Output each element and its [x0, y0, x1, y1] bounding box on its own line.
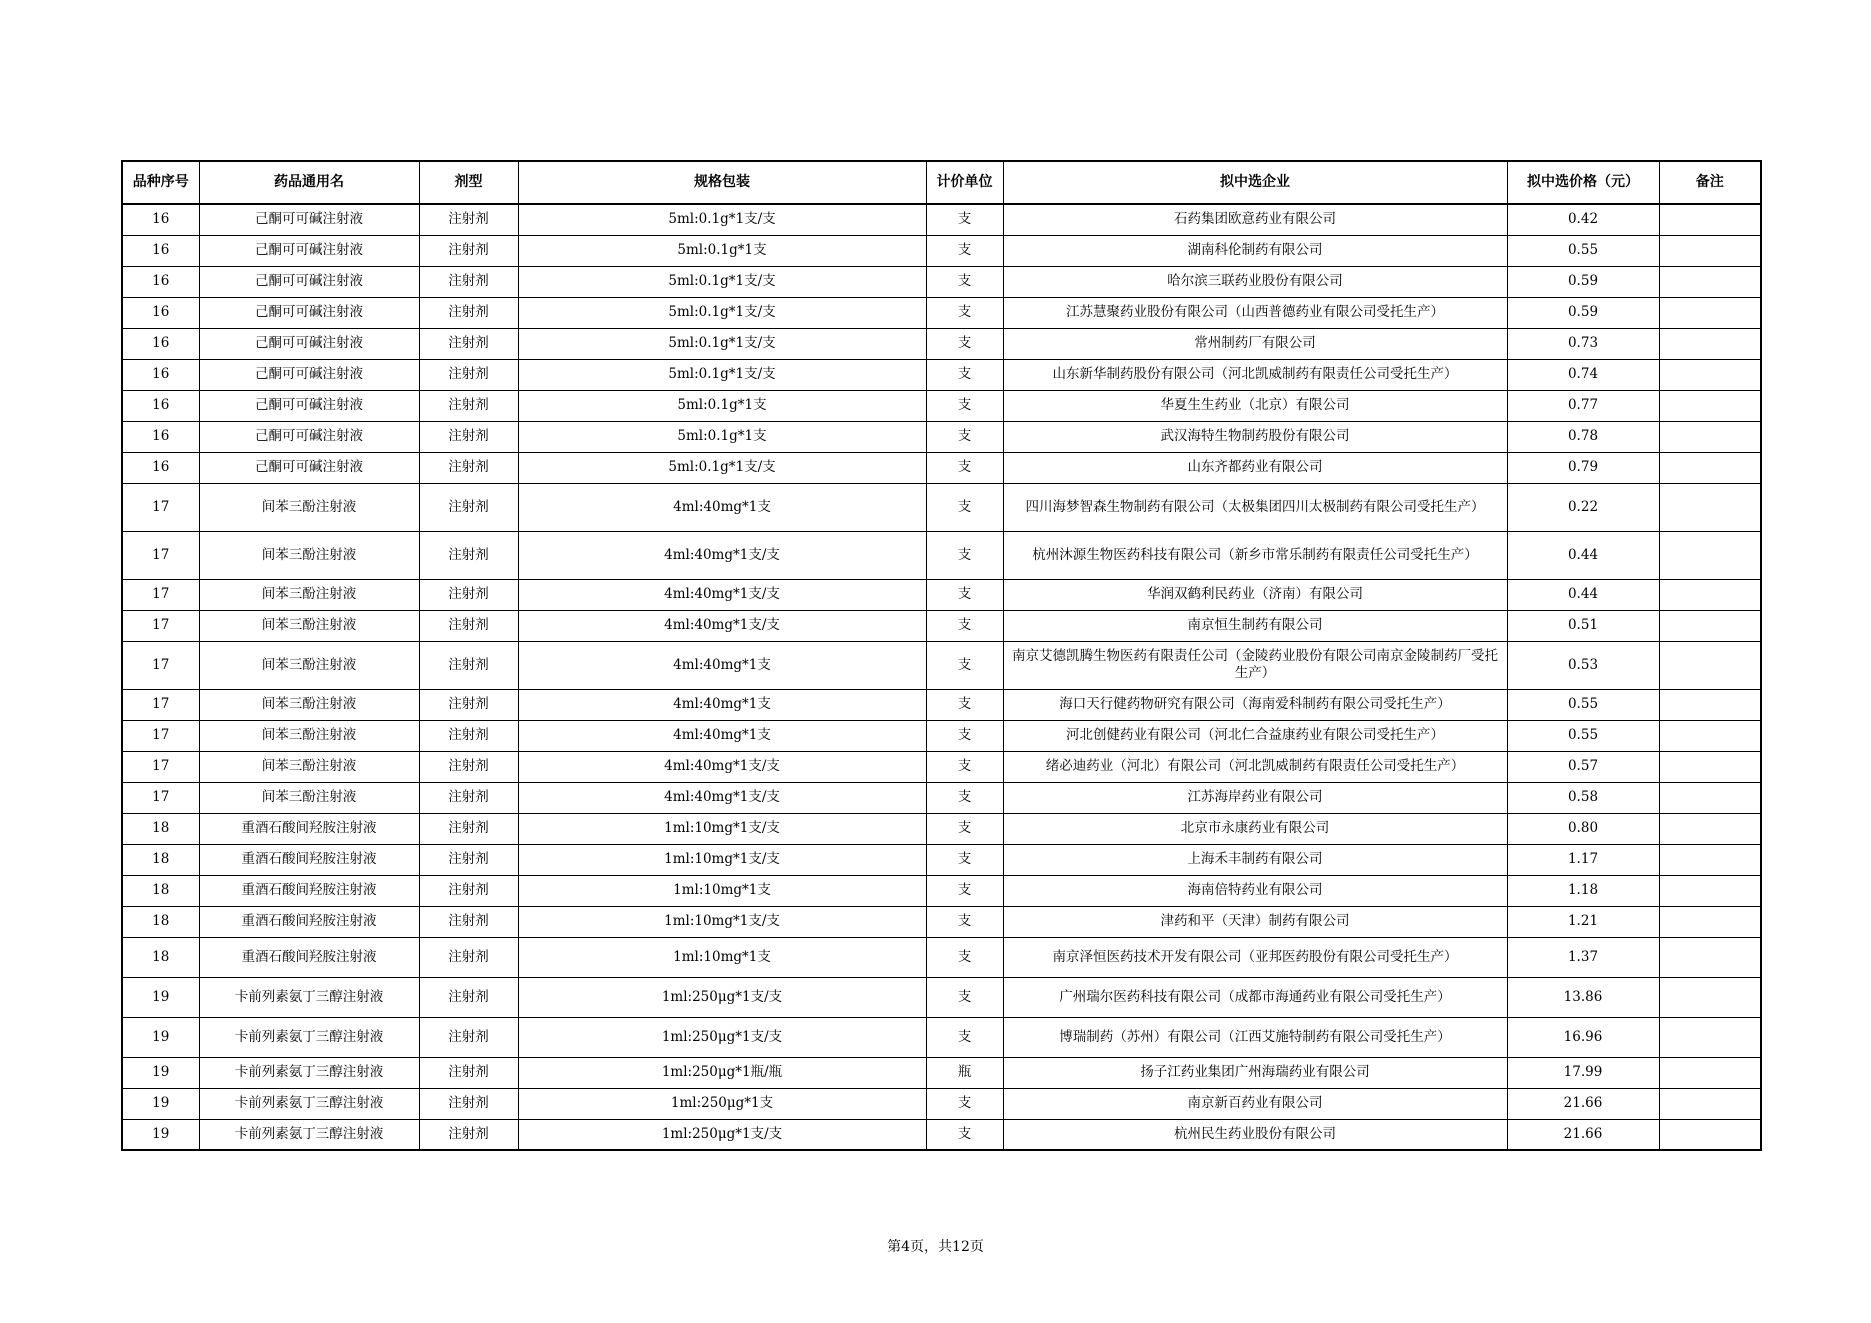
cell-drug-name: 卡前列素氨丁三醇注射液 [199, 977, 419, 1017]
cell-unit: 支 [926, 359, 1003, 390]
header-price: 拟中选价格（元） [1507, 161, 1659, 204]
cell-drug-name: 己酮可可碱注射液 [199, 297, 419, 328]
cell-company: 常州制药厂有限公司 [1003, 328, 1507, 359]
table-row [122, 641, 1761, 689]
cell-dosage-form: 注射剂 [419, 977, 518, 1017]
table-row [122, 328, 1761, 359]
cell-unit: 支 [926, 204, 1003, 235]
cell-seq: 17 [122, 689, 199, 720]
cell-price: 0.73 [1507, 328, 1659, 359]
cell-seq: 16 [122, 421, 199, 452]
cell-price: 0.59 [1507, 297, 1659, 328]
cell-note [1659, 720, 1761, 751]
page-footer: 第4页，共12页 [887, 1239, 984, 1255]
cell-note [1659, 782, 1761, 813]
cell-dosage-form: 注射剂 [419, 844, 518, 875]
cell-company: 哈尔滨三联药业股份有限公司 [1003, 266, 1507, 297]
cell-company: 上海禾丰制药有限公司 [1003, 844, 1507, 875]
cell-note [1659, 977, 1761, 1017]
cell-drug-name: 间苯三酚注射液 [199, 751, 419, 782]
cell-dosage-form: 注射剂 [419, 906, 518, 937]
cell-unit: 支 [926, 844, 1003, 875]
cell-drug-name: 卡前列素氨丁三醇注射液 [199, 1088, 419, 1119]
header-name: 药品通用名 [199, 161, 419, 204]
table-row [122, 452, 1761, 483]
cell-company: 四川海梦智森生物制药有限公司（太极集团四川太极制药有限公司受托生产） [1003, 483, 1507, 531]
cell-price: 0.55 [1507, 720, 1659, 751]
cell-dosage-form: 注射剂 [419, 297, 518, 328]
header-unit: 计价单位 [926, 161, 1003, 204]
table-row [122, 610, 1761, 641]
cell-spec: 1ml:250μg*1瓶/瓶 [518, 1057, 926, 1088]
cell-price: 0.77 [1507, 390, 1659, 421]
cell-price: 0.57 [1507, 751, 1659, 782]
cell-seq: 17 [122, 782, 199, 813]
header-form: 剂型 [419, 161, 518, 204]
cell-drug-name: 重酒石酸间羟胺注射液 [199, 906, 419, 937]
cell-unit: 支 [926, 1119, 1003, 1150]
cell-drug-name: 间苯三酚注射液 [199, 689, 419, 720]
cell-dosage-form: 注射剂 [419, 875, 518, 906]
cell-unit: 支 [926, 875, 1003, 906]
cell-company: 河北创健药业有限公司（河北仁合益康药业有限公司受托生产） [1003, 720, 1507, 751]
cell-spec: 5ml:0.1g*1支/支 [518, 204, 926, 235]
cell-price: 16.96 [1507, 1017, 1659, 1057]
cell-note [1659, 483, 1761, 531]
table-row [122, 937, 1761, 977]
cell-drug-name: 间苯三酚注射液 [199, 531, 419, 579]
cell-company: 华夏生生药业（北京）有限公司 [1003, 390, 1507, 421]
cell-company: 博瑞制药（苏州）有限公司（江西艾施特制药有限公司受托生产） [1003, 1017, 1507, 1057]
cell-unit: 支 [926, 579, 1003, 610]
cell-price: 17.99 [1507, 1057, 1659, 1088]
cell-company: 广州瑞尔医药科技有限公司（成都市海通药业有限公司受托生产） [1003, 977, 1507, 1017]
cell-price: 0.80 [1507, 813, 1659, 844]
cell-dosage-form: 注射剂 [419, 483, 518, 531]
cell-dosage-form: 注射剂 [419, 610, 518, 641]
cell-company: 江苏海岸药业有限公司 [1003, 782, 1507, 813]
cell-dosage-form: 注射剂 [419, 641, 518, 689]
table-row [122, 579, 1761, 610]
cell-spec: 5ml:0.1g*1支/支 [518, 328, 926, 359]
cell-seq: 17 [122, 483, 199, 531]
cell-spec: 4ml:40mg*1支/支 [518, 751, 926, 782]
table-row [122, 1057, 1761, 1088]
cell-drug-name: 重酒石酸间羟胺注射液 [199, 875, 419, 906]
cell-price: 0.44 [1507, 531, 1659, 579]
cell-company: 南京泽恒医药技术开发有限公司（亚邦医药股份有限公司受托生产） [1003, 937, 1507, 977]
cell-unit: 支 [926, 610, 1003, 641]
cell-spec: 5ml:0.1g*1支/支 [518, 266, 926, 297]
cell-company: 津药和平（天津）制药有限公司 [1003, 906, 1507, 937]
cell-spec: 4ml:40mg*1支/支 [518, 782, 926, 813]
cell-spec: 4ml:40mg*1支/支 [518, 610, 926, 641]
cell-dosage-form: 注射剂 [419, 390, 518, 421]
cell-spec: 5ml:0.1g*1支/支 [518, 297, 926, 328]
cell-dosage-form: 注射剂 [419, 1057, 518, 1088]
header-row [122, 161, 1761, 204]
cell-spec: 1ml:10mg*1支 [518, 937, 926, 977]
cell-drug-name: 己酮可可碱注射液 [199, 266, 419, 297]
cell-dosage-form: 注射剂 [419, 782, 518, 813]
cell-company: 山东新华制药股份有限公司（河北凯威制药有限责任公司受托生产） [1003, 359, 1507, 390]
cell-spec: 5ml:0.1g*1支 [518, 235, 926, 266]
cell-dosage-form: 注射剂 [419, 452, 518, 483]
cell-drug-name: 间苯三酚注射液 [199, 610, 419, 641]
cell-company: 绪必迪药业（河北）有限公司（河北凯威制药有限责任公司受托生产） [1003, 751, 1507, 782]
cell-price: 0.74 [1507, 359, 1659, 390]
cell-unit: 支 [926, 720, 1003, 751]
table-row [122, 720, 1761, 751]
table-row [122, 751, 1761, 782]
cell-note [1659, 204, 1761, 235]
cell-note [1659, 937, 1761, 977]
cell-seq: 16 [122, 204, 199, 235]
cell-unit: 支 [926, 641, 1003, 689]
table-row [122, 977, 1761, 1017]
cell-price: 0.51 [1507, 610, 1659, 641]
cell-seq: 18 [122, 844, 199, 875]
cell-price: 0.79 [1507, 452, 1659, 483]
cell-dosage-form: 注射剂 [419, 359, 518, 390]
cell-dosage-form: 注射剂 [419, 1088, 518, 1119]
cell-dosage-form: 注射剂 [419, 204, 518, 235]
cell-unit: 支 [926, 1088, 1003, 1119]
cell-spec: 4ml:40mg*1支/支 [518, 579, 926, 610]
cell-company: 杭州民生药业股份有限公司 [1003, 1119, 1507, 1150]
cell-dosage-form: 注射剂 [419, 751, 518, 782]
header-company: 拟中选企业 [1003, 161, 1507, 204]
cell-dosage-form: 注射剂 [419, 421, 518, 452]
cell-spec: 1ml:10mg*1支 [518, 875, 926, 906]
cell-drug-name: 间苯三酚注射液 [199, 641, 419, 689]
cell-drug-name: 间苯三酚注射液 [199, 579, 419, 610]
cell-spec: 1ml:250μg*1支/支 [518, 1119, 926, 1150]
cell-note [1659, 297, 1761, 328]
table-row [122, 813, 1761, 844]
cell-price: 21.66 [1507, 1088, 1659, 1119]
cell-company: 北京市永康药业有限公司 [1003, 813, 1507, 844]
cell-drug-name: 己酮可可碱注射液 [199, 452, 419, 483]
cell-unit: 支 [926, 977, 1003, 1017]
cell-drug-name: 间苯三酚注射液 [199, 720, 419, 751]
table-row [122, 359, 1761, 390]
cell-price: 0.55 [1507, 689, 1659, 720]
cell-note [1659, 1119, 1761, 1150]
cell-dosage-form: 注射剂 [419, 235, 518, 266]
cell-note [1659, 875, 1761, 906]
cell-spec: 1ml:250μg*1支 [518, 1088, 926, 1119]
cell-unit: 支 [926, 452, 1003, 483]
cell-unit: 支 [926, 689, 1003, 720]
cell-seq: 18 [122, 813, 199, 844]
cell-seq: 19 [122, 1057, 199, 1088]
cell-note [1659, 641, 1761, 689]
cell-spec: 4ml:40mg*1支 [518, 720, 926, 751]
cell-price: 0.58 [1507, 782, 1659, 813]
cell-note [1659, 266, 1761, 297]
cell-unit: 瓶 [926, 1057, 1003, 1088]
cell-seq: 17 [122, 720, 199, 751]
cell-spec: 5ml:0.1g*1支 [518, 421, 926, 452]
cell-spec: 1ml:10mg*1支/支 [518, 813, 926, 844]
table-row [122, 266, 1761, 297]
cell-drug-name: 间苯三酚注射液 [199, 782, 419, 813]
cell-spec: 5ml:0.1g*1支/支 [518, 359, 926, 390]
cell-seq: 16 [122, 390, 199, 421]
cell-spec: 4ml:40mg*1支 [518, 483, 926, 531]
cell-unit: 支 [926, 421, 1003, 452]
cell-note [1659, 390, 1761, 421]
table-row [122, 235, 1761, 266]
table-row [122, 483, 1761, 531]
cell-spec: 4ml:40mg*1支 [518, 689, 926, 720]
cell-drug-name: 己酮可可碱注射液 [199, 359, 419, 390]
cell-drug-name: 间苯三酚注射液 [199, 483, 419, 531]
cell-drug-name: 重酒石酸间羟胺注射液 [199, 813, 419, 844]
table-row [122, 204, 1761, 235]
cell-company: 杭州沐源生物医药科技有限公司（新乡市常乐制药有限责任公司受托生产） [1003, 531, 1507, 579]
cell-company: 山东齐都药业有限公司 [1003, 452, 1507, 483]
cell-unit: 支 [926, 1017, 1003, 1057]
cell-price: 21.66 [1507, 1119, 1659, 1150]
cell-company: 海南倍特药业有限公司 [1003, 875, 1507, 906]
cell-drug-name: 己酮可可碱注射液 [199, 235, 419, 266]
cell-note [1659, 328, 1761, 359]
cell-drug-name: 己酮可可碱注射液 [199, 390, 419, 421]
cell-seq: 18 [122, 937, 199, 977]
header-note: 备注 [1659, 161, 1761, 204]
cell-dosage-form: 注射剂 [419, 1119, 518, 1150]
cell-unit: 支 [926, 235, 1003, 266]
cell-seq: 17 [122, 751, 199, 782]
cell-unit: 支 [926, 782, 1003, 813]
cell-note [1659, 1017, 1761, 1057]
cell-unit: 支 [926, 531, 1003, 579]
cell-company: 石药集团欧意药业有限公司 [1003, 204, 1507, 235]
cell-spec: 1ml:250μg*1支/支 [518, 1017, 926, 1057]
cell-note [1659, 235, 1761, 266]
drug-table [121, 160, 1762, 1151]
cell-price: 0.59 [1507, 266, 1659, 297]
cell-dosage-form: 注射剂 [419, 531, 518, 579]
cell-company: 海口天行健药物研究有限公司（海南爱科制药有限公司受托生产） [1003, 689, 1507, 720]
cell-price: 0.55 [1507, 235, 1659, 266]
cell-note [1659, 813, 1761, 844]
cell-company: 武汉海特生物制药股份有限公司 [1003, 421, 1507, 452]
table-row [122, 782, 1761, 813]
cell-unit: 支 [926, 266, 1003, 297]
cell-seq: 16 [122, 328, 199, 359]
cell-unit: 支 [926, 483, 1003, 531]
cell-spec: 5ml:0.1g*1支/支 [518, 452, 926, 483]
cell-seq: 17 [122, 610, 199, 641]
cell-price: 1.21 [1507, 906, 1659, 937]
cell-price: 1.17 [1507, 844, 1659, 875]
cell-spec: 4ml:40mg*1支/支 [518, 531, 926, 579]
cell-dosage-form: 注射剂 [419, 328, 518, 359]
cell-drug-name: 己酮可可碱注射液 [199, 328, 419, 359]
cell-unit: 支 [926, 813, 1003, 844]
cell-company: 华润双鹤利民药业（济南）有限公司 [1003, 579, 1507, 610]
table-row [122, 1017, 1761, 1057]
cell-seq: 16 [122, 297, 199, 328]
cell-note [1659, 751, 1761, 782]
cell-spec: 1ml:10mg*1支/支 [518, 844, 926, 875]
cell-seq: 19 [122, 1119, 199, 1150]
cell-seq: 17 [122, 641, 199, 689]
table-row [122, 531, 1761, 579]
cell-drug-name: 己酮可可碱注射液 [199, 421, 419, 452]
cell-seq: 18 [122, 875, 199, 906]
cell-company: 扬子江药业集团广州海瑞药业有限公司 [1003, 1057, 1507, 1088]
cell-spec: 4ml:40mg*1支 [518, 641, 926, 689]
cell-note [1659, 1057, 1761, 1088]
cell-unit: 支 [926, 297, 1003, 328]
table-row [122, 1088, 1761, 1119]
cell-note [1659, 1088, 1761, 1119]
table-row [122, 906, 1761, 937]
cell-spec: 1ml:10mg*1支/支 [518, 906, 926, 937]
cell-price: 0.44 [1507, 579, 1659, 610]
cell-drug-name: 重酒石酸间羟胺注射液 [199, 844, 419, 875]
cell-seq: 17 [122, 531, 199, 579]
cell-unit: 支 [926, 906, 1003, 937]
cell-dosage-form: 注射剂 [419, 579, 518, 610]
cell-seq: 16 [122, 359, 199, 390]
cell-dosage-form: 注射剂 [419, 266, 518, 297]
cell-note [1659, 452, 1761, 483]
table-row [122, 844, 1761, 875]
cell-unit: 支 [926, 937, 1003, 977]
cell-seq: 17 [122, 579, 199, 610]
cell-unit: 支 [926, 328, 1003, 359]
cell-spec: 1ml:250μg*1支/支 [518, 977, 926, 1017]
cell-company: 南京恒生制药有限公司 [1003, 610, 1507, 641]
cell-note [1659, 844, 1761, 875]
cell-drug-name: 卡前列素氨丁三醇注射液 [199, 1057, 419, 1088]
cell-note [1659, 689, 1761, 720]
cell-company: 南京艾德凯腾生物医药有限责任公司（金陵药业股份有限公司南京金陵制药厂受托生产） [1003, 641, 1507, 689]
cell-note [1659, 906, 1761, 937]
cell-price: 0.53 [1507, 641, 1659, 689]
table-row [122, 875, 1761, 906]
cell-note [1659, 421, 1761, 452]
cell-note [1659, 531, 1761, 579]
cell-price: 0.78 [1507, 421, 1659, 452]
cell-price: 13.86 [1507, 977, 1659, 1017]
cell-drug-name: 卡前列素氨丁三醇注射液 [199, 1119, 419, 1150]
header-seq: 品种序号 [122, 161, 199, 204]
cell-unit: 支 [926, 390, 1003, 421]
cell-price: 0.22 [1507, 483, 1659, 531]
cell-note [1659, 610, 1761, 641]
table-row [122, 390, 1761, 421]
cell-seq: 19 [122, 977, 199, 1017]
cell-drug-name: 己酮可可碱注射液 [199, 204, 419, 235]
cell-seq: 16 [122, 266, 199, 297]
cell-dosage-form: 注射剂 [419, 813, 518, 844]
cell-dosage-form: 注射剂 [419, 720, 518, 751]
cell-seq: 18 [122, 906, 199, 937]
cell-price: 1.18 [1507, 875, 1659, 906]
header-spec: 规格包装 [518, 161, 926, 204]
cell-seq: 16 [122, 235, 199, 266]
cell-company: 湖南科伦制药有限公司 [1003, 235, 1507, 266]
cell-note [1659, 579, 1761, 610]
cell-drug-name: 卡前列素氨丁三醇注射液 [199, 1017, 419, 1057]
cell-price: 1.37 [1507, 937, 1659, 977]
cell-price: 0.42 [1507, 204, 1659, 235]
table-row [122, 1119, 1761, 1150]
cell-drug-name: 重酒石酸间羟胺注射液 [199, 937, 419, 977]
cell-company: 南京新百药业有限公司 [1003, 1088, 1507, 1119]
table-row [122, 297, 1761, 328]
table-row [122, 421, 1761, 452]
cell-company: 江苏慧聚药业股份有限公司（山西普德药业有限公司受托生产） [1003, 297, 1507, 328]
cell-dosage-form: 注射剂 [419, 937, 518, 977]
cell-dosage-form: 注射剂 [419, 1017, 518, 1057]
cell-seq: 16 [122, 452, 199, 483]
cell-unit: 支 [926, 751, 1003, 782]
cell-seq: 19 [122, 1017, 199, 1057]
cell-seq: 19 [122, 1088, 199, 1119]
table-row [122, 689, 1761, 720]
cell-dosage-form: 注射剂 [419, 689, 518, 720]
cell-note [1659, 359, 1761, 390]
cell-spec: 5ml:0.1g*1支 [518, 390, 926, 421]
